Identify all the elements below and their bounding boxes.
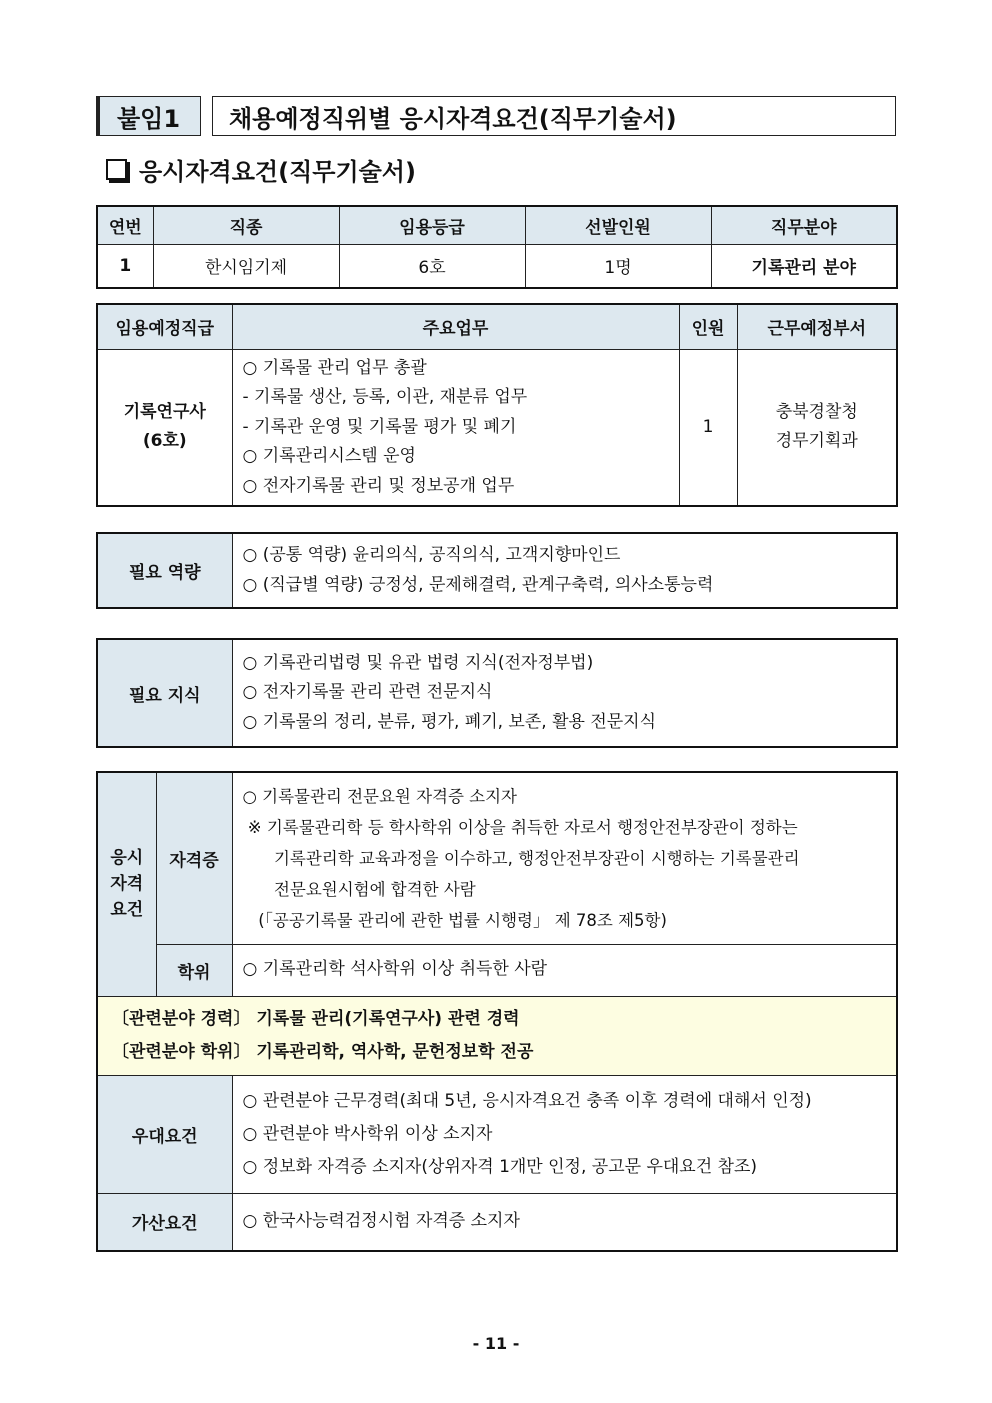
bonus-cell	[232, 1193, 897, 1251]
table-header-cell: 직종	[153, 206, 339, 244]
document-title: 채용예정직위별 응시자격요건(직무기술서)	[212, 96, 896, 136]
table-header-cell: 주요업무	[232, 304, 679, 349]
section-heading	[106, 152, 416, 187]
position-name: 기록연구사	[123, 402, 206, 423]
preference-label: 우대요건	[97, 1075, 232, 1193]
degree-cell	[232, 944, 897, 996]
department-cell	[737, 349, 897, 506]
competency-label: 필요 역량	[97, 533, 232, 608]
qualification-table	[96, 771, 898, 1252]
qualification-label-line: 자격	[110, 874, 144, 895]
competency-table	[96, 532, 898, 609]
list-item: ※ 기록물관리학 등 학사학위 이상을 취득한 자로서 행정안전부장관이 정하는	[242, 817, 798, 837]
list-item: ○ 정보화 자격증 소지자(상위자격 1개만 인정, 공고문 우대요건 참조)	[242, 1156, 758, 1177]
page-number: - 11 -	[472, 1334, 520, 1353]
section-heading-text: 응시자격요건(직무기술서)	[139, 158, 416, 186]
knowledge-table	[96, 638, 898, 748]
list-item: - 기록관 운영 및 기록물 평가 및 폐기	[242, 416, 517, 437]
duties-cell	[232, 349, 679, 506]
table-header-cell: 임용예정직급	[97, 304, 232, 349]
list-item: ○ 기록물의 정리, 분류, 평가, 폐기, 보존, 활용 전문지식	[242, 711, 657, 732]
table-cell: 6호	[339, 244, 525, 288]
table-header-cell: 직무분야	[711, 206, 897, 244]
list-item: 기록관리학 교육과정을 이수하고, 행정안전부장관이 시행하는 기록물관리	[242, 848, 800, 868]
list-item: - 기록물 생산, 등록, 이관, 재분류 업무	[242, 387, 528, 407]
table-header-cell: 선발인원	[525, 206, 711, 244]
qualification-label-line: 응시	[110, 848, 144, 869]
list-item: ○ 기록관리시스템 운영	[242, 446, 416, 466]
duties-table	[96, 303, 898, 507]
related-degree: 〔관련분야 학위〕 기록관리학, 역사학, 문헌정보학 전공	[112, 1041, 534, 1062]
competency-cell	[232, 533, 897, 608]
list-item: ○ (공통 역량) 윤리의식, 공직의식, 고객지향마인드	[242, 545, 621, 565]
list-item: ○ 관련분야 근무경력(최대 5년, 응시자격요건 충족 이후 경력에 대해서 인정)	[242, 1090, 812, 1111]
knowledge-label: 필요 지식	[97, 639, 232, 747]
headcount-cell: 1	[679, 349, 737, 506]
degree-label: 학위	[156, 944, 232, 996]
position-summary-table	[96, 205, 898, 289]
related-career: 〔관련분야 경력〕 기록물 관리(기록연구사) 관련 경력	[112, 1008, 520, 1029]
list-item: ○ 기록관리학 석사학위 이상 취득한 사람	[242, 959, 548, 980]
knowledge-cell	[232, 639, 897, 747]
attachment-tag: 붙임1	[96, 96, 201, 136]
list-item: ○ 기록물관리 전문요원 자격증 소지자	[242, 786, 517, 806]
table-cell: 한시임기제	[153, 244, 339, 288]
table-cell: 기록관리 분야	[711, 244, 897, 288]
position-cell	[97, 349, 232, 506]
table-cell: 1	[97, 244, 153, 288]
position-grade: (6호)	[142, 431, 187, 452]
qualification-group-label	[97, 772, 156, 996]
preference-cell	[232, 1075, 897, 1193]
list-item: ○ 전자기록물 관리 관련 전문지식	[242, 682, 493, 703]
department-line: 경무기획과	[775, 431, 858, 452]
list-item: 전문요원시험에 합격한 사람	[242, 879, 476, 899]
department-line: 충북경찰청	[775, 402, 858, 423]
table-header-cell: 인원	[679, 304, 737, 349]
table-header-cell: 근무예정부서	[737, 304, 897, 349]
list-item: ○ 기록물 관리 업무 총괄	[242, 357, 427, 378]
table-header-cell: 임용등급	[339, 206, 525, 244]
certificate-label: 자격증	[156, 772, 232, 944]
related-field-cell	[97, 996, 897, 1075]
bonus-label: 가산요건	[97, 1193, 232, 1251]
table-header-cell: 연번	[97, 206, 153, 244]
list-item: ○ 관련분야 박사학위 이상 소지자	[242, 1123, 493, 1144]
checkbox-icon	[106, 159, 127, 180]
certificate-cell	[232, 772, 897, 944]
list-item: ○ 기록관리법령 및 유관 법령 지식(전자정부법)	[242, 652, 594, 673]
list-item: ○ (직급별 역량) 긍정성, 문제해결력, 관계구축력, 의사소통능력	[242, 574, 714, 595]
table-cell: 1명	[525, 244, 711, 288]
qualification-label-line: 요건	[110, 900, 144, 921]
list-item: (「공공기록물 관리에 관한 법률 시행령」 제 78조 제5항)	[242, 910, 667, 930]
list-item: ○ 한국사능력검정시험 자격증 소지자	[242, 1211, 520, 1231]
list-item: ○ 전자기록물 관리 및 정보공개 업무	[242, 475, 515, 496]
